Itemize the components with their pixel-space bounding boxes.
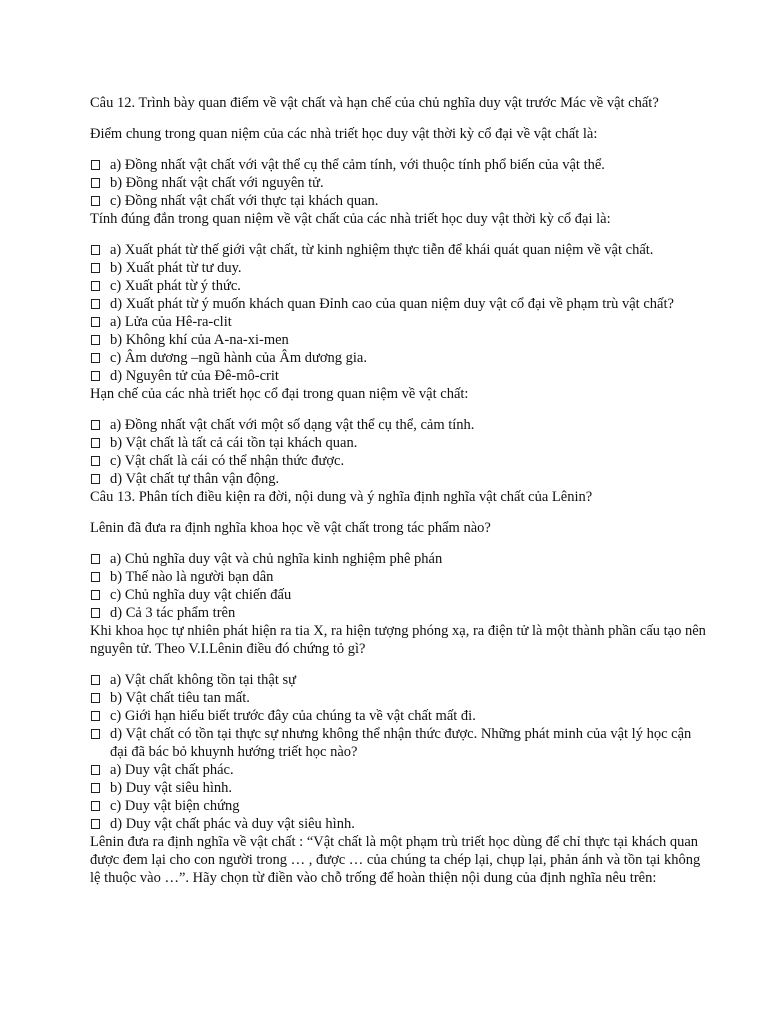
answer-option — [90, 586, 708, 604]
answer-option — [90, 761, 708, 779]
answer-option-text: b) Đồng nhất vật chất với nguyên tử. — [110, 175, 324, 191]
answer-option — [90, 156, 708, 174]
answer-option-text: d) Nguyên tử của Đê-mô-crit — [110, 368, 279, 384]
answer-option — [90, 797, 708, 815]
checkbox-square-icon — [91, 608, 100, 618]
answer-option — [90, 295, 708, 313]
answer-option-text: a) Duy vật chất phác. — [110, 762, 234, 778]
checkbox-square-icon — [91, 474, 100, 484]
answer-option-text: b) Duy vật siêu hình. — [110, 780, 233, 796]
answer-option-text: a) Lửa của Hê-ra-clit — [110, 314, 232, 330]
checkbox-square-icon — [91, 353, 100, 363]
answer-option — [90, 277, 708, 295]
answer-option-text: a) Chủ nghĩa duy vật và chủ nghĩa kinh nghiệm phê phán — [110, 551, 443, 567]
checkbox-square-icon — [91, 819, 100, 829]
answer-option-text: b) Không khí của A-na-xi-men — [110, 332, 289, 348]
answer-option-text: a) Đồng nhất vật chất với vật thể cụ thể cảm tính, với thuộc tính phổ biến của vật thể. — [110, 157, 605, 173]
answer-option — [90, 815, 708, 833]
answer-option-text: d) Cả 3 tác phẩm trên — [110, 605, 236, 621]
answer-option-text: c) Vật chất là cái có thể nhận thức được. — [110, 453, 345, 469]
answer-option-text: a) Vật chất không tồn tại thật sự — [110, 672, 296, 688]
checkbox-square-icon — [91, 783, 100, 793]
checkbox-square-icon — [91, 765, 100, 775]
paragraph: Lênin đưa ra định nghĩa về vật chất : “Vật chất là một phạm trù triết học dùng để chỉ thực tại khách quan được đem lại cho con người trong … , được … của chúng ta chép lại, chụp lại, phản ánh và tồn tại không lệ thuộc vào …”. Hãy chọn từ điền vào chỗ trống để hoàn thiện nội dung của định nghĩa nêu trên: — [90, 834, 701, 886]
answer-option — [90, 241, 708, 259]
answer-option — [90, 434, 708, 452]
checkbox-square-icon — [91, 196, 100, 206]
answer-option — [90, 367, 708, 385]
checkbox-square-icon — [91, 572, 100, 582]
answer-option — [90, 259, 708, 277]
answer-option-text: c) Giới hạn hiểu biết trước đây của chúng ta về vật chất mất đi. — [110, 708, 476, 724]
answer-option — [90, 550, 708, 568]
answer-option-text: c) Chủ nghĩa duy vật chiến đấu — [110, 587, 292, 603]
answer-option-text: b) Vật chất tiêu tan mất. — [110, 690, 250, 706]
answer-option — [90, 604, 708, 622]
checkbox-square-icon — [91, 711, 100, 721]
answer-option-text: c) Duy vật biện chứng — [110, 798, 240, 814]
answer-option — [90, 174, 708, 192]
checkbox-square-icon — [91, 317, 100, 327]
answer-option — [90, 470, 708, 488]
answer-option — [90, 313, 708, 331]
paragraph: Khi khoa học tự nhiên phát hiện ra tia X, ra hiện tượng phóng xạ, ra điện tử là một thành phần cấu tạo nên nguyên tử. Theo V.I.Lênin điều đó chứng tỏ gì? — [90, 623, 706, 657]
checkbox-square-icon — [91, 590, 100, 600]
checkbox-square-icon — [91, 729, 100, 739]
checkbox-square-icon — [91, 371, 100, 381]
answer-option — [90, 192, 708, 210]
answer-option-text: d) Duy vật chất phác và duy vật siêu hình. — [110, 816, 355, 832]
answer-option — [90, 725, 708, 761]
checkbox-square-icon — [91, 456, 100, 466]
checkbox-square-icon — [91, 263, 100, 273]
paragraph: Hạn chế của các nhà triết học cổ đại trong quan niệm về vật chất: — [90, 386, 469, 402]
answer-option — [90, 671, 708, 689]
checkbox-square-icon — [91, 299, 100, 309]
answer-option-text: d) Xuất phát từ ý muốn khách quan Đỉnh cao của quan niệm duy vật cổ đại về phạm trù vật chất? — [110, 296, 674, 312]
paragraph: Điểm chung trong quan niệm của các nhà triết học duy vật thời kỳ cổ đại về vật chất là: — [90, 126, 598, 142]
answer-option-text: b) Vật chất là tất cả cái tồn tại khách quan. — [110, 435, 358, 451]
answer-option — [90, 568, 708, 586]
answer-option-text: b) Xuất phát từ tư duy. — [110, 260, 242, 276]
answer-option-text: b) Thế nào là người bạn dân — [110, 569, 274, 585]
paragraph: Tính đúng đắn trong quan niệm về vật chất của các nhà triết học duy vật thời kỳ cổ đại là: — [90, 211, 611, 227]
answer-option-text: a) Đồng nhất vật chất với một số dạng vật thể cụ thể, cảm tính. — [110, 417, 475, 433]
checkbox-square-icon — [91, 420, 100, 430]
checkbox-square-icon — [91, 801, 100, 811]
checkbox-square-icon — [91, 160, 100, 170]
answer-option-text: c) Âm dương –ngũ hành của Âm dương gia. — [110, 350, 367, 366]
paragraph: Câu 12. Trình bày quan điểm về vật chất và hạn chế của chủ nghĩa duy vật trước Mác về vật chất? — [90, 95, 659, 111]
answer-option-text: a) Xuất phát từ thế giới vật chất, từ kinh nghiệm thực tiễn để khái quát quan niệm về vật chất. — [110, 242, 654, 258]
checkbox-square-icon — [91, 281, 100, 291]
answer-option — [90, 452, 708, 470]
answer-option-text: d) Vật chất tự thân vận động. — [110, 471, 280, 487]
answer-option — [90, 707, 708, 725]
answer-option — [90, 416, 708, 434]
checkbox-square-icon — [91, 438, 100, 448]
checkbox-square-icon — [91, 245, 100, 255]
checkbox-square-icon — [91, 554, 100, 564]
answer-option-text: c) Đồng nhất vật chất với thực tại khách quan. — [110, 193, 379, 209]
answer-option-text: c) Xuất phát từ ý thức. — [110, 278, 241, 294]
checkbox-square-icon — [91, 693, 100, 703]
answer-option — [90, 331, 708, 349]
answer-option — [90, 779, 708, 797]
answer-option — [90, 349, 708, 367]
checkbox-square-icon — [91, 178, 100, 188]
paragraph: Câu 13. Phân tích điều kiện ra đời, nội dung và ý nghĩa định nghĩa vật chất của Lênin? — [90, 489, 593, 505]
answer-option-text: d) Vật chất có tồn tại thực sự nhưng không thể nhận thức được. Những phát minh của vật lý học cận đại đã bác bỏ khuynh hướng triết học nào? — [110, 726, 692, 760]
checkbox-square-icon — [91, 335, 100, 345]
checkbox-square-icon — [91, 675, 100, 685]
answer-option — [90, 689, 708, 707]
paragraph: Lênin đã đưa ra định nghĩa khoa học về vật chất trong tác phẩm nào? — [90, 520, 491, 536]
